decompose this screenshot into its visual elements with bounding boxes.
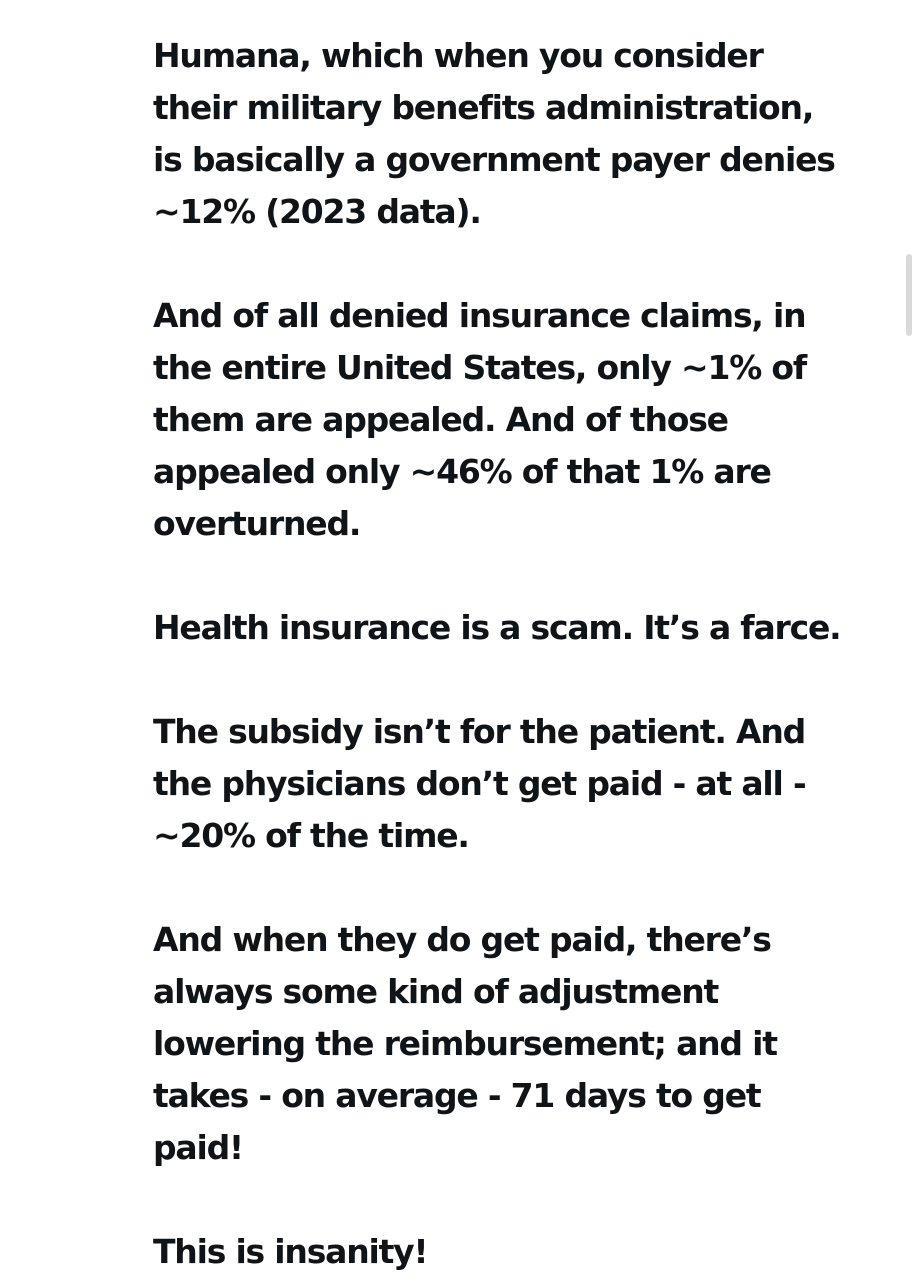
post-paragraph [153,706,913,862]
post-line: is basically a government payer denies [153,140,835,179]
post-line: always some kind of adjustment [153,972,719,1011]
post-line: takes - on average - 71 days to get [153,1076,761,1115]
post-line: ~12% (2023 data). [153,192,481,231]
post-line: lowering the reimbursement; and it [153,1024,777,1063]
post-paragraph [153,602,913,654]
post-paragraph [153,30,913,238]
post-paragraph [153,290,913,550]
post-line: them are appealed. And of those [153,400,728,439]
post-text [153,30,913,1280]
post-paragraph [153,1226,913,1278]
post-line: the physicians don’t get paid - at all - [153,764,806,803]
post-line: And when they do get paid, there’s [153,920,771,959]
scrollbar-thumb[interactable] [906,254,912,336]
post-line: The subsidy isn’t for the patient. And [153,712,806,751]
post-line: And of all denied insurance claims, in [153,296,806,335]
post-line: Health insurance is a scam. It’s a farce. [153,608,841,647]
post-line: paid! [153,1128,243,1167]
post-paragraph [153,914,913,1174]
post-line: the entire United States, only ~1% of [153,348,807,387]
post-line: This is insanity! [153,1232,428,1271]
post-line: ~20% of the time. [153,816,469,855]
post-line: Humana, which when you consider [153,36,763,75]
post-line: their military benefits administration, [153,88,814,127]
post-line: appealed only ~46% of that 1% are [153,452,771,491]
post-line: overturned. [153,504,361,543]
